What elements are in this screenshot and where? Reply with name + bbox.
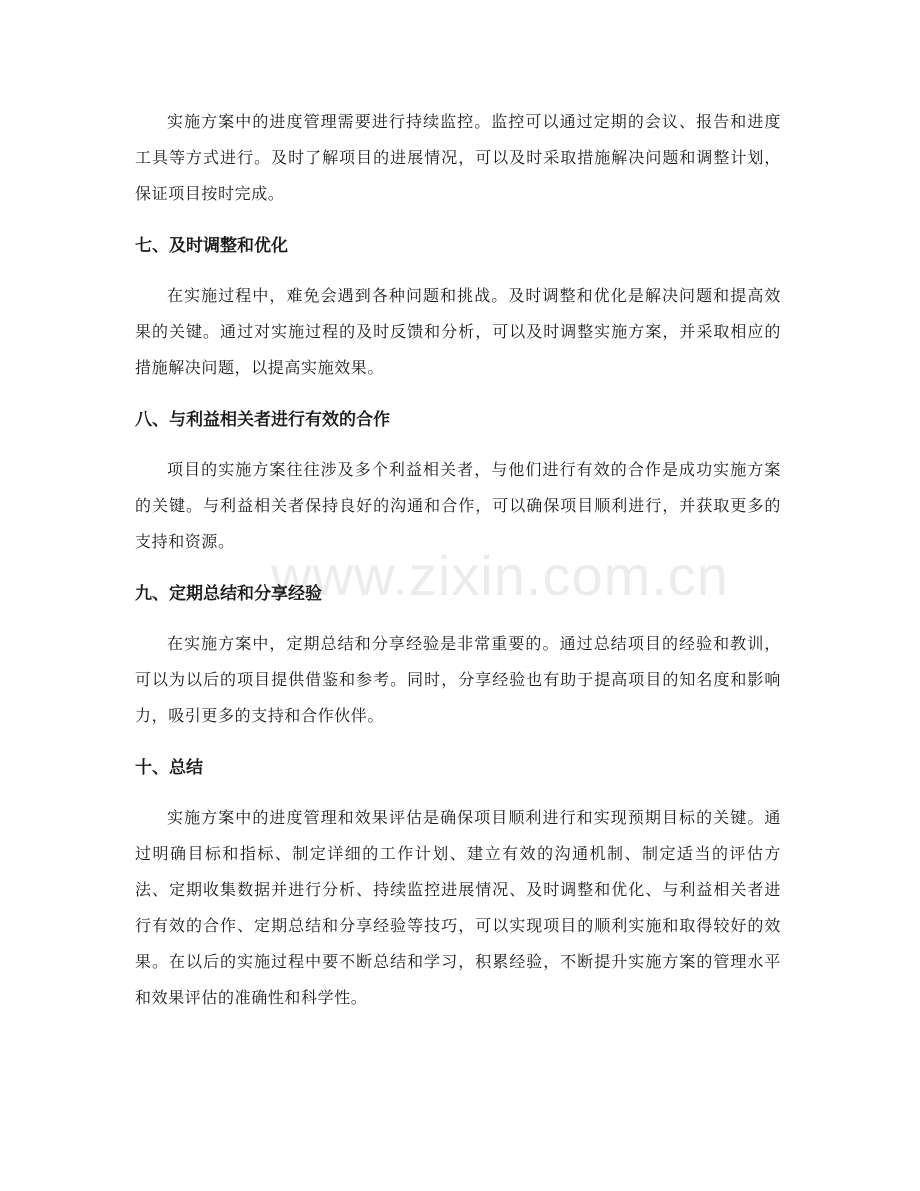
heading-section-9: 九、定期总结和分享经验 <box>135 584 322 604</box>
heading-section-10: 十、总结 <box>135 758 203 778</box>
paragraph-section-7: 在实施过程中，难免会遇到各种问题和挑战。及时调整和优化是解决问题和提高效果的关键。通过对实施过程的及时反馈和分析，可以及时调整实施方案，并采取相应的措施解决问题，以提高实施效果。 <box>135 286 781 377</box>
watermark: www.zixin.com.cn <box>271 544 729 607</box>
heading-section-7: 七、及时调整和优化 <box>135 236 288 256</box>
paragraph-section-10: 实施方案中的进度管理和效果评估是确保项目顺利进行和实现预期目标的关键。通过明确目标和指标、制定详细的工作计划、建立有效的沟通机制、制定适当的评估方法、定期收集数据并进行分析、持续监控进展情况、及时调整和优化、与利益相关者进行有效的合作、定期总结和分享经验等技巧，可以实现项目的顺利实施和取得较好的效果。在以后的实施过程中要不断总结和学习，积累经验，不断提升实施方案的管理水平和效果评估的准确性和科学性。 <box>135 808 781 1007</box>
paragraph-section-8: 项目的实施方案往往涉及多个利益相关者，与他们进行有效的合作是成功实施方案的关键。与利益相关者保持良好的沟通和合作，可以确保项目顺利进行，并获取更多的支持和资源。 <box>135 460 781 551</box>
document-body <box>135 104 781 1016</box>
heading-section-8: 八、与利益相关者进行有效的合作 <box>135 410 390 430</box>
paragraph-monitoring: 实施方案中的进度管理需要进行持续监控。监控可以通过定期的会议、报告和进度工具等方式进行。及时了解项目的进展情况，可以及时采取措施解决问题和调整计划，保证项目按时完成。 <box>135 112 781 203</box>
paragraph-section-9: 在实施方案中，定期总结和分享经验是非常重要的。通过总结项目的经验和教训，可以为以后的项目提供借鉴和参考。同时，分享经验也有助于提高项目的知名度和影响力，吸引更多的支持和合作伙伴。 <box>135 634 781 725</box>
